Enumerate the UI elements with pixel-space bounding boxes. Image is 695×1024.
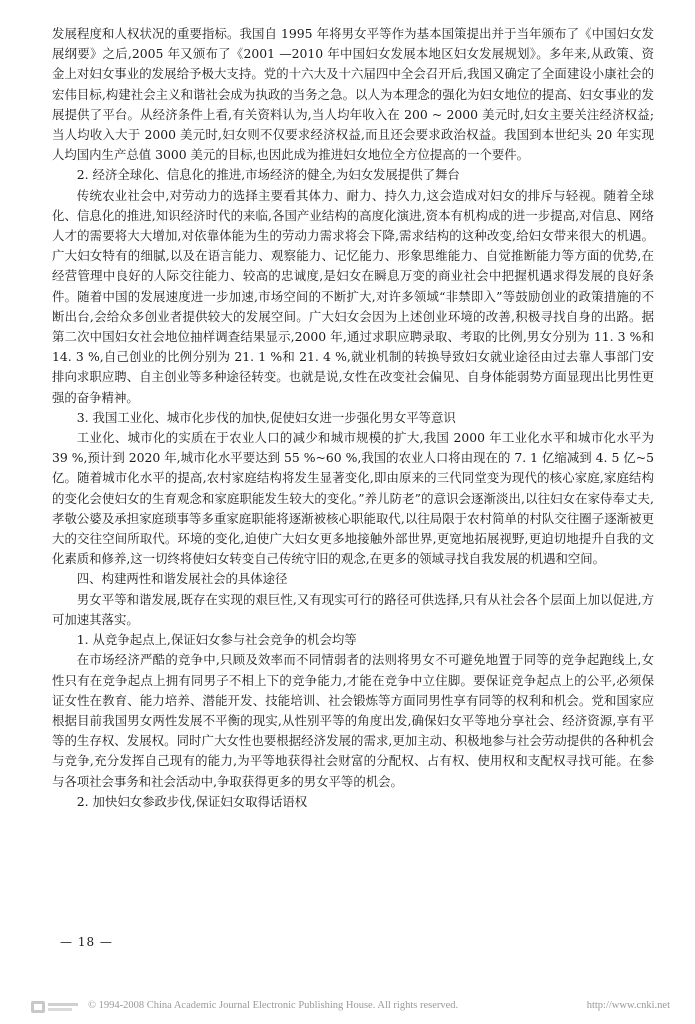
paragraph: 工业化、城市化的实质在于农业人口的减少和城市规模的扩大,我国 2000 年工业化水平和城市化水平为 39 %,预计到 2020 年,城市化水平要达到 55 %~60 %,我国的农业人口将由现在的 7. 1 亿缩减到 4. 5 亿~5 亿。随着城市化水平的提高,农村家庭结构将发生显著变化,即由原来的三代同堂变为现代的核心家庭,家庭结构的变化会使妇女的生育观念和家庭职能发生较大的变化。”养儿防老”的意识会逐渐淡出,以往妇女在家侍奉丈夫,孝敬公婆及承担家庭琐事等多重家庭职能将逐渐被核心职能取代,以往局限于农村简单的村队交往圈子逐渐被更大的交往空间所取代。环境的变化,迫使广大妇女更多地接触外部世界,更宽地拓展视野,更迫切地提升自我的文化素质和修养,这一切终将使妇女转变自己传统守旧的观念,在更多的领域寻找自我发展的机遇和空间。 (52, 430, 654, 567)
section-heading: 1. 从竞争起点上,保证妇女参与社会竞争的机会均等 (76, 632, 357, 648)
article-body (52, 24, 654, 812)
paragraph: 发展程度和人权状况的重要指标。我国自 1995 年将男女平等作为基本国策提出并于当年颁布了《中国妇女发展纲要》之后,2005 年又颁布了《2001 —2010 年中国妇女发展本地区妇女发展规划》。多年来,从政策、资金上对妇女事业的发展给予极大支持。党的十六大及十六届四中全会召开后,我国又确定了全面建设小康社会的宏伟目标,构建社会主义和谐社会成为执政的当务之急。以人为本理念的强化为妇女地位的提高、妇女事业的发展提供了平台。从经济条件上看,有关资料认为,当人均年收入在 200 ~ 2000 美元时,妇女主要关注经济权益;当人均收入大于 2000 美元时,妇女则不仅要求经济权益,而且还会要求政治权益。我国到本世纪头 20 年实现人均国内生产总值 3000 美元的目标,也因此成为推进妇女地位全方位提高的一个要件。 (52, 26, 654, 163)
footer (30, 998, 670, 1018)
copyright-notice: © 1994-2008 China Academic Journal Electronic Publishing House. All rights reserved. (88, 1000, 459, 1011)
section-heading: 2. 经济全球化、信息化的推进,市场经济的健全,为妇女发展提供了舞台 (76, 167, 460, 183)
paragraph: 传统农业社会中,对劳动力的选择主要看其体力、耐力、持久力,这会造成对妇女的排斥与轻视。随着全球化、信息化的推进,知识经济时代的来临,各国产业结构的高度化演进,资本有机构成的进一步提高,对信息、网络人才的需要将大大增加,对依靠体能为生的劳动力需求将会下降,需求结构的这种改变,给妇女带来很大的机遇。广大妇女特有的细腻,以及在语言能力、观察能力、记忆能力、形象思维能力、自觉推断能力等方面的优势,在经营管理中良好的人际交往能力、较高的忠诚度,是妇女在瞬息万变的商业社会中把握机遇求得发展的良好条件。随着中国的发展速度进一步加速,市场空间的不断扩大,对许多领域“非禁即入”等鼓励创业的政策措施的不断出台,会给众多创业者提供较大的发展空间。广大妇女会因为上述创业环境的改善,积极寻找自身的出路。据第二次中国妇女社会地位抽样调查结果显示,2000 年,通过求职应聘录取、考取的比例,男女分别为 11. 3 %和 14. 3 %,自己创业的比例分别为 21. 1 %和 21. 4 %,就业机制的转换导致妇女就业途径由过去靠人事部门安排向求职应聘、自主创业等多种途径转变。也就是说,女性在改变社会偏见、自身体能弱势方面显现出比男性更强的奋争精神。 (52, 187, 654, 405)
publisher-logo-icon (30, 999, 80, 1015)
page-number: — 18 — (60, 935, 113, 949)
footer-url-link[interactable]: http://www.cnki.net (586, 1000, 670, 1011)
section-heading: 2. 加快妇女参政步伐,保证妇女取得话语权 (76, 793, 308, 809)
section-heading: 3. 我国工业化、城市化步伐的加快,促使妇女进一步强化男女平等意识 (76, 409, 456, 425)
section-heading: 四、构建两性和谐发展社会的具体途径 (76, 571, 288, 587)
paragraph: 在市场经济严酷的竞争中,只顾及效率而不同情弱者的法则将男女不可避免地置于同等的竞争起跑线上,女性只有在竞争起点上拥有同男子不相上下的竞争能力,才能在竞争中立住脚。要保证竞争起点上的公平,必须保证女性在教育、能力培养、潜能开发、技能培训、社会锻炼等方面同男性享有同等的权利和机会。党和国家应根据目前我国男女两性发展不平衡的现实,从性别平等的角度出发,确保妇女平等地分享社会、经济资源,享有平等的生存权、发展权。同时广大女性也要根据经济发展的需求,更加主动、积极地参与社会劳动提供的各种机会与竞争,充分发挥自己现有的能力,为平等地获得社会财富的分配权、占有权、使用权和支配权寻找可能。在参与各项社会事务和社会活动中,争取获得更多的男女平等的机会。 (52, 652, 654, 789)
paragraph: 男女平等和谐发展,既存在实现的艰巨性,又有现实可行的路径可供选择,只有从社会各个层面上加以促进,方可加速其落实。 (52, 591, 654, 627)
